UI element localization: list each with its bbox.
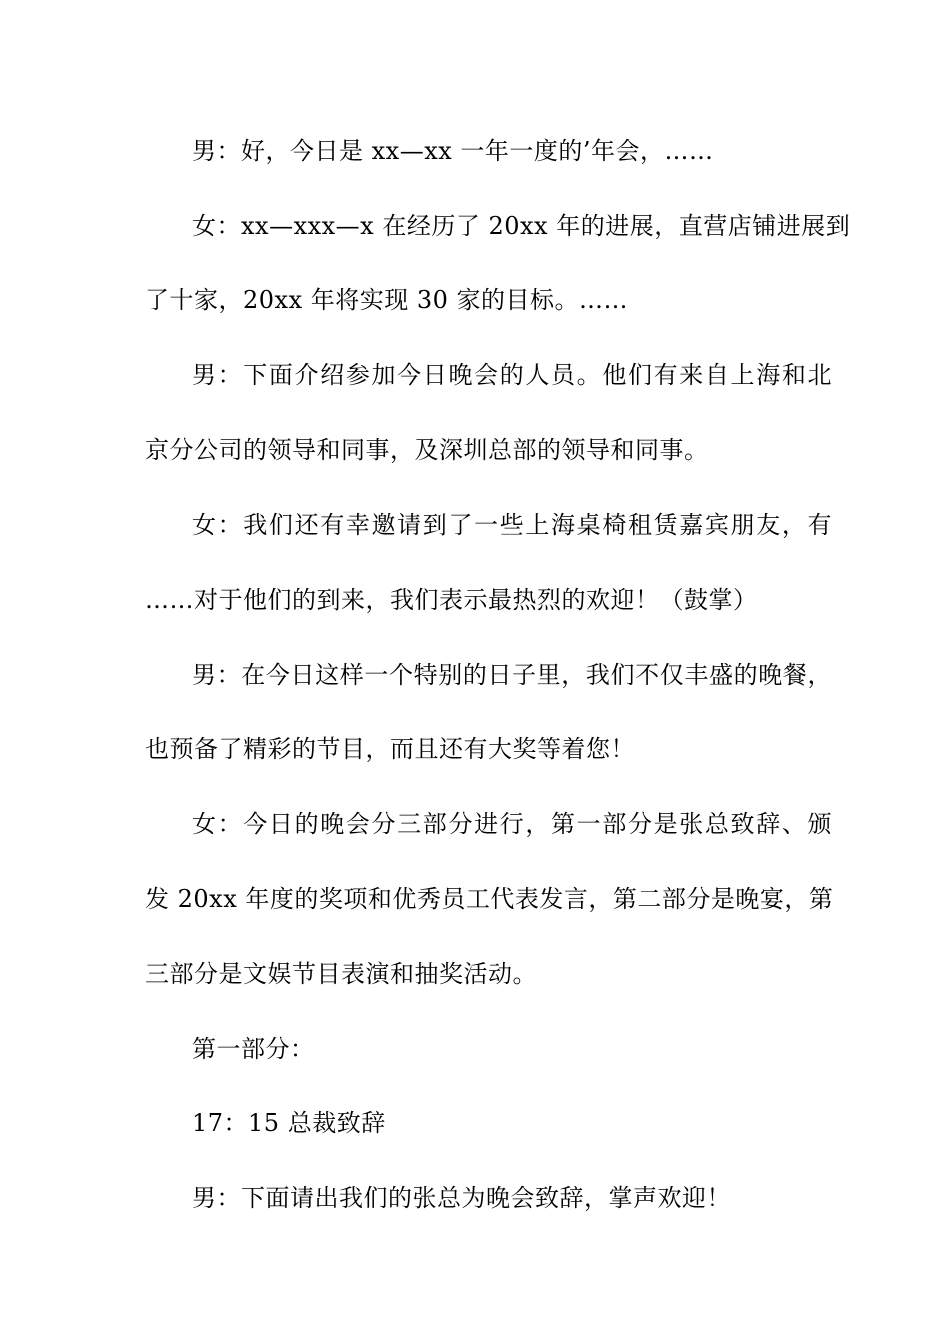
- paragraph-line: 了十家，20xx 年将实现 30 家的目标。……: [145, 286, 629, 314]
- paragraph-line: 男：下面介绍参加今日晚会的人员。他们有来自上海和北: [192, 361, 832, 389]
- paragraph-line: 三部分是文娱节目表演和抽奖活动。: [145, 960, 537, 988]
- paragraph-line: 男：好，今日是 xx—xx 一年一度的’年会，……: [192, 137, 714, 165]
- paragraph-line: 女：xx—xxx—x 在经历了 20xx 年的进展，直营店铺进展到: [192, 212, 851, 240]
- paragraph-line: 男：下面请出我们的张总为晚会致辞，掌声欢迎！: [192, 1184, 731, 1212]
- paragraph-line: ……对于他们的到来，我们表示最热烈的欢迎！（鼓掌）: [145, 586, 758, 614]
- paragraph-line: 京分公司的领导和同事，及深圳总部的领导和同事。: [145, 436, 709, 464]
- paragraph-line: 男：在今日这样一个特别的日子里，我们不仅丰盛的晚餐，: [192, 661, 832, 689]
- schedule-item: 17：15 总裁致辞: [192, 1109, 386, 1137]
- paragraph-line: 也预备了精彩的节目，而且还有大奖等着您！: [145, 735, 635, 763]
- section-heading: 第一部分：: [192, 1035, 315, 1063]
- paragraph-line: 女：我们还有幸邀请到了一些上海桌椅租赁嘉宾朋友，有: [192, 511, 832, 539]
- paragraph-line: 发 20xx 年度的奖项和优秀员工代表发言，第二部分是晚宴，第: [145, 885, 834, 913]
- paragraph-line: 女：今日的晚会分三部分进行，第一部分是张总致辞、颁: [192, 810, 832, 838]
